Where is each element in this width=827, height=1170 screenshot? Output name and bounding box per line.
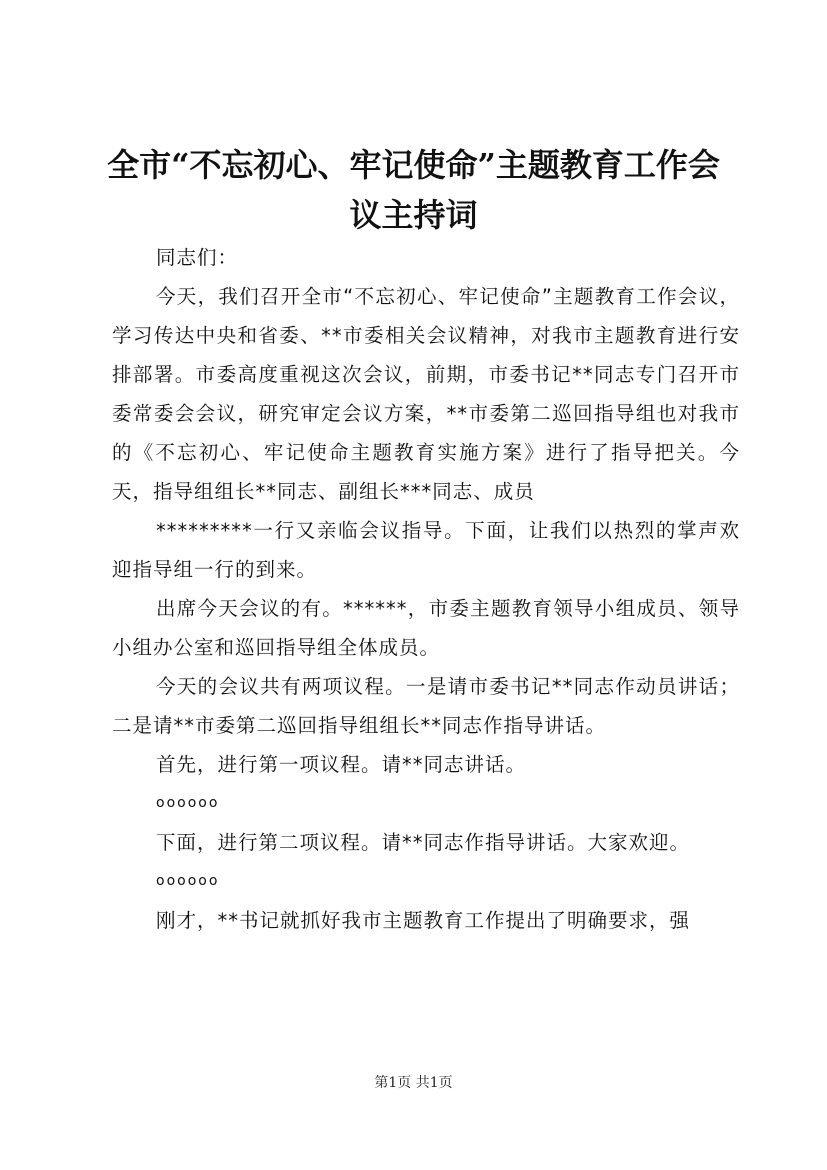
- paragraph-second-item: 下面，进行第二项议程。请**同志作指导讲话。大家欢迎。: [156, 831, 691, 854]
- paragraph-placeholder: oooooo: [156, 795, 220, 811]
- paragraph-welcome: *********一行又亲临会议指导。下面，让我们以热烈的掌声欢迎指导组一行的到来。: [112, 519, 740, 581]
- document-title: 全市“不忘初心、牢记使命”主题教育工作会议主持词: [107, 146, 720, 234]
- paragraph-salutation: 同志们：: [156, 246, 239, 269]
- paragraph-attendees: 出席今天会议的有。******，市委主题教育领导小组成员、领导小组办公室和巡回指导组全体成员。: [112, 597, 740, 659]
- document-body: [112, 238, 740, 940]
- paragraph-opening: 今天，我们召开全市“不忘初心、牢记使命”主题教育工作会议，学习传达中央和省委、**市委相关会议精神，对我市主题教育进行安排部署。市委高度重视这次会议，前期，市委书记**同志专门召开市委常委会会议，研究审定会议方案，**市委第二巡回指导组也对我市的《不忘初心、牢记使命主题教育实施方案》进行了指导把关。今天，指导组组长**同志、副组长***同志、成员: [112, 285, 740, 503]
- paragraph-agenda: 今天的会议共有两项议程。一是请市委书记**同志作动员讲话；二是请**市委第二巡回指导组组长**同志作指导讲话。: [112, 675, 740, 737]
- paragraph-first-item: 首先，进行第一项议程。请**同志讲话。: [156, 753, 527, 776]
- paragraph-closing: 刚才，**书记就抓好我市主题教育工作提出了明确要求，强: [156, 909, 691, 932]
- paragraph-placeholder: oooooo: [156, 873, 220, 889]
- page-footer: 第1页 共1页: [374, 1075, 453, 1091]
